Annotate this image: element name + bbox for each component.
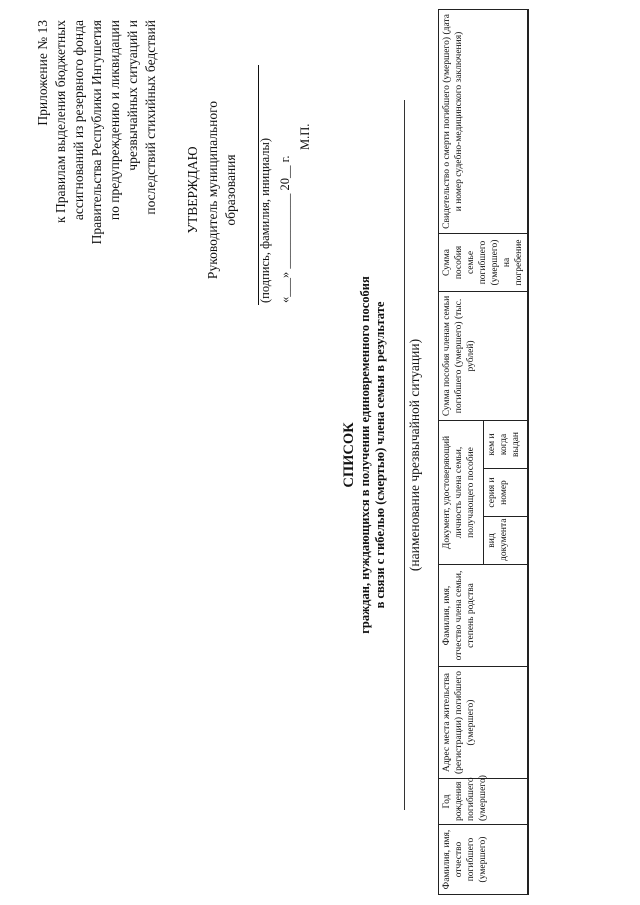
appendix-line: к Правилам выделения бюджетных <box>53 20 68 223</box>
table-cell <box>528 517 529 565</box>
table-cell <box>528 565 529 667</box>
appendix-line: ассигнований из резервного фонда <box>71 20 86 221</box>
header-sum-family: Сумма пособия членам семьи погибшего (умершего) (тыс. рублей) <box>439 291 528 420</box>
emergency-caption: (наименование чрезвычайной ситуации) <box>407 338 422 572</box>
emergency-name-line <box>404 100 405 810</box>
header-full-name: Фамилия, имя, отчество погибшего (умершего) <box>439 825 528 895</box>
table-empty-row <box>528 9 529 894</box>
table-header-row <box>439 9 484 894</box>
table-cell <box>528 9 529 233</box>
header-doc-type: вид документа <box>483 517 528 565</box>
approval-date-line: «___» ____________ 20__ г. <box>278 155 292 303</box>
header-sum-funeral: Сумма пособия семье погибшего (умершего) на погребение <box>439 233 528 291</box>
appendix-line: Правительства Республики Ингушетия <box>89 20 104 245</box>
header-birth-year: Год рождения погибшего (умершего) <box>439 779 528 825</box>
header-doc-issued: кем и когда выдан <box>483 420 528 468</box>
table-cell <box>528 291 529 420</box>
stamp-placeholder: М.П. <box>298 123 312 150</box>
approver-position-line1: Руководитель муниципального <box>205 100 220 280</box>
title-line1: граждан, нуждающихся в получении единовременного пособия <box>358 276 372 634</box>
header-certificate: Свидетельство о смерти погибшего (умершего) (дата и номер судебно-медицинского заключения) <box>439 9 528 233</box>
approval-block <box>184 75 240 305</box>
header-doc-series: серия и номер <box>483 469 528 517</box>
appendix-line: чрезвычайных ситуаций и <box>125 20 140 171</box>
recipients-table <box>438 9 529 895</box>
table-cell <box>528 825 529 895</box>
title-line2: в связи с гибелью (смертью) члена семьи в результате <box>373 301 387 609</box>
table-cell <box>528 469 529 517</box>
title-main: СПИСОК <box>341 422 357 488</box>
table-cell <box>528 779 529 825</box>
approval-heading: УТВЕРЖДАЮ <box>185 146 200 234</box>
table-cell <box>528 667 529 779</box>
appendix-line: последствий стихийных бедствий <box>143 20 158 215</box>
appendix-line: по предупреждению и ликвидации <box>107 20 122 221</box>
header-address: Адрес места жительства (регистрации) погибшего (умершего) <box>439 667 528 779</box>
header-member-name: Фамилия, имя, отчество члена семьи, степень родства <box>439 565 528 667</box>
table-cell <box>528 233 529 291</box>
document-title <box>342 105 388 805</box>
table-cell <box>528 420 529 468</box>
signature-caption: (подпись, фамилия, инициалы) <box>258 137 272 303</box>
appendix-line: Приложение № 13 <box>35 20 50 126</box>
approver-position-line2: образования <box>223 154 238 226</box>
header-document: Документ, удостоверяющий личность члена семьи, получающего пособие <box>439 420 484 564</box>
appendix-reference <box>34 20 160 360</box>
